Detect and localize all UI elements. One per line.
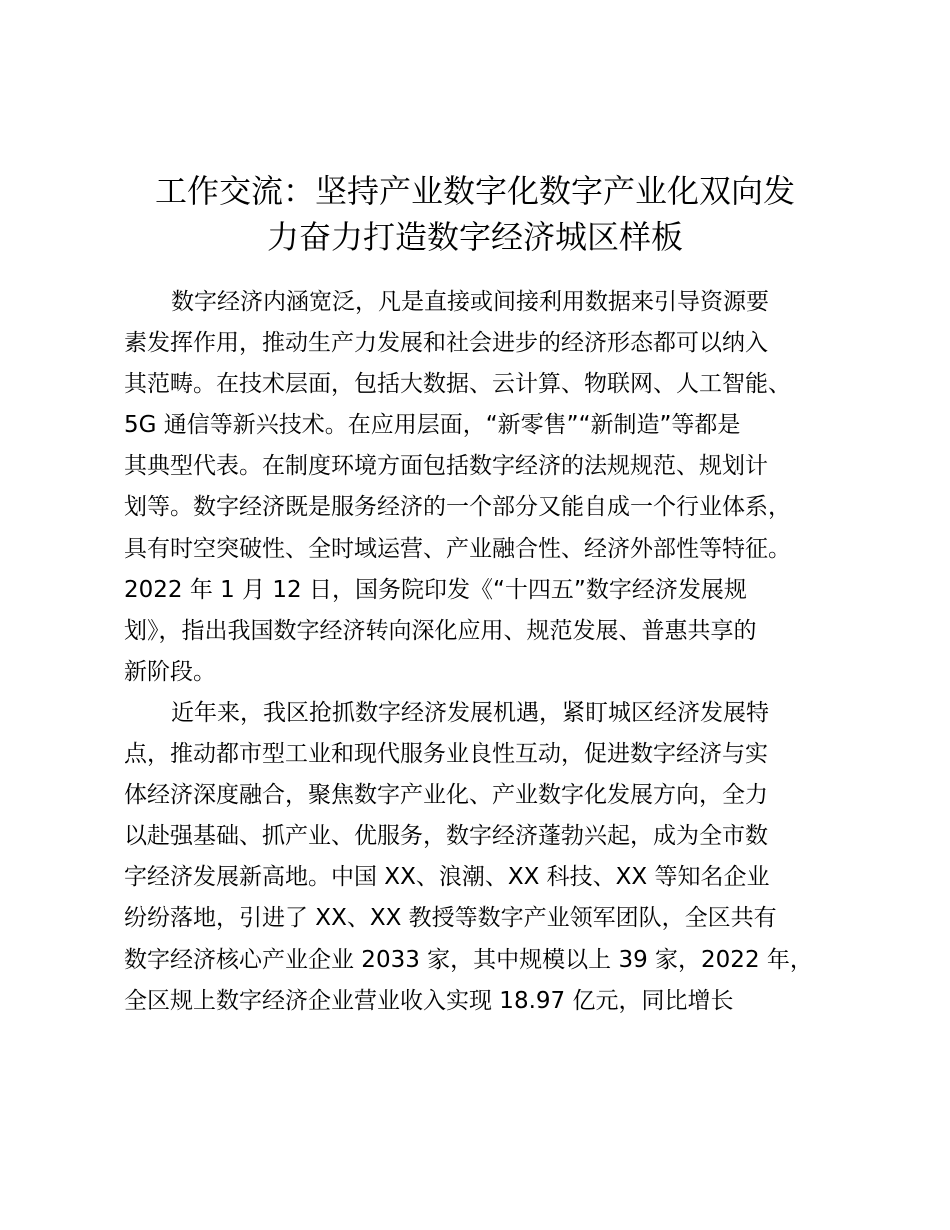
title-line: 力奋力打造数字经济城区样板 xyxy=(266,218,683,256)
text-line: 全区规上数字经济企业营业收入实现 18.97 亿元，同比增长 xyxy=(124,987,734,1014)
paragraph-1 xyxy=(124,282,854,693)
text-line: 点，推动都市型工业和现代服务业良性互动，促进数字经济与实 xyxy=(124,741,768,768)
text-line: 其典型代表。在制度环境方面包括数字经济的法规规范、规划计 xyxy=(124,453,768,480)
text-line: 具有时空突破性、全时域运营、产业融合性、经济外部性等特征。 xyxy=(124,535,791,562)
text-line: 划》，指出我国数字经济转向深化应用、规范发展、普惠共享的 xyxy=(124,617,757,644)
text-line: 素发挥作用，推动生产力发展和社会进步的经济形态都可以纳入 xyxy=(124,330,768,357)
paragraph-2 xyxy=(124,693,854,1022)
text-line: 体经济深度融合，聚焦数字产业化、产业数字化发展方向，全力 xyxy=(124,782,768,809)
document-title xyxy=(0,168,950,260)
document-body xyxy=(124,282,854,1022)
text-line: 数字经济核心产业企业 2033 家，其中规模以上 39 家，2022 年， xyxy=(124,946,813,973)
text-line: 近年来，我区抢抓数字经济发展机遇，紧盯城区经济发展特 xyxy=(171,699,769,726)
text-line: 5G 通信等新兴技术。在应用层面，“新零售”“新制造”等都是 xyxy=(124,412,741,439)
text-line: 2022 年 1 月 12 日，国务院印发《“十四五”数字经济发展规 xyxy=(124,576,747,603)
text-line: 字经济发展新高地。中国 XX、浪潮、XX 科技、XX 等知名企业 xyxy=(124,864,770,891)
text-line: 纷纷落地，引进了 XX、XX 教授等数字产业领军团队，全区共有 xyxy=(124,905,777,932)
text-line: 新阶段。 xyxy=(124,658,216,685)
text-line: 以赴强基础、抓产业、优服务，数字经济蓬勃兴起，成为全市数 xyxy=(124,823,768,850)
text-line: 其范畴。在技术层面，包括大数据、云计算、物联网、人工智能、 xyxy=(124,371,791,398)
text-line: 数字经济内涵宽泛，凡是直接或间接利用数据来引导资源要 xyxy=(171,289,769,315)
title-line: 工作交流：坚持产业数字化数字产业化双向发 xyxy=(154,172,795,210)
text-line: 划等。数字经济既是服务经济的一个部分又能自成一个行业体系， xyxy=(124,494,791,521)
